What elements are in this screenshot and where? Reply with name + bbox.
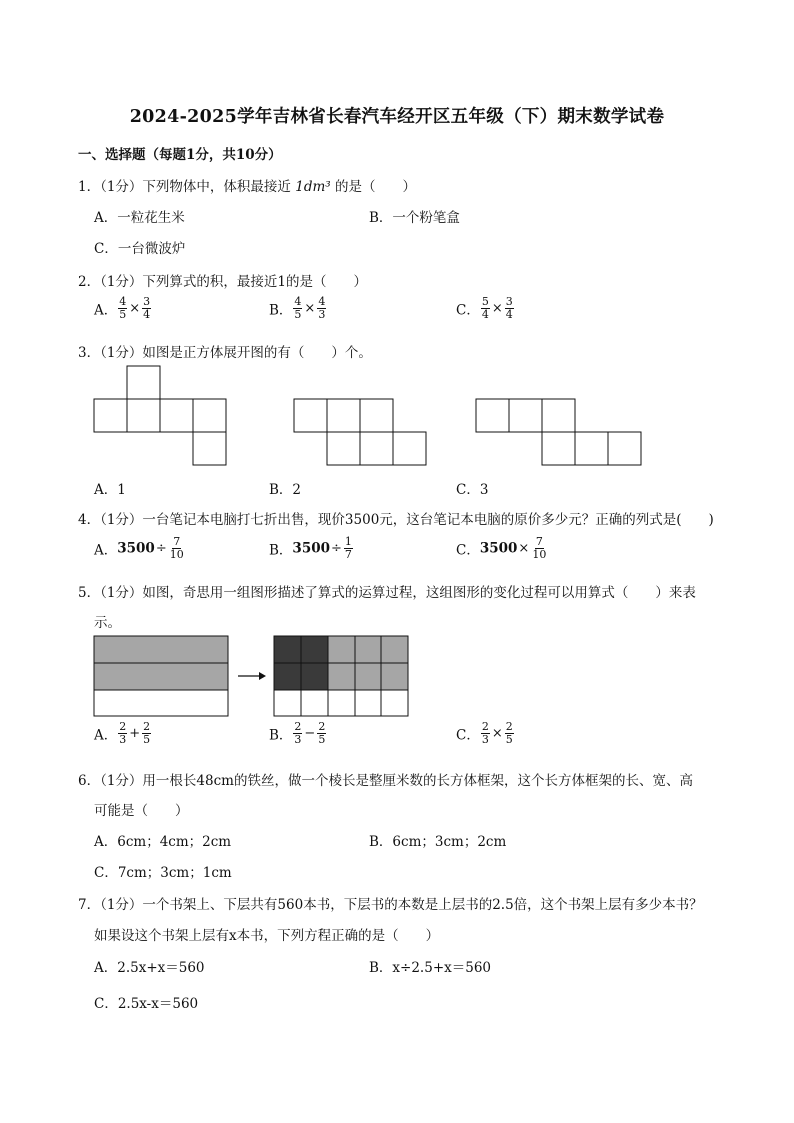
fraction: $\frac{7}{10}$ (169, 535, 184, 561)
q1-unit: 1dm³ (295, 179, 331, 195)
q4-b-label: B． (269, 542, 293, 559)
q3-option-a[interactable]: A．1 (94, 482, 126, 498)
q1-option-b[interactable]: B．一个粉笔盒 (369, 210, 460, 226)
q4-a-label: A． (94, 542, 118, 559)
section-heading: 一、选择题（每题1分，共10分） (78, 147, 282, 163)
question-7-stem-line2: 如果设这个书架上层有x本书，下列方程正确的是（ ） (94, 928, 440, 944)
question-4-stem: 4．（1分）一台笔记本电脑打七折出售，现价3500元，这台笔记本电脑的原价多少元？正确的列式是( ) (78, 512, 714, 528)
q6-option-b[interactable]: B．6cm；3cm；2cm (369, 834, 507, 850)
question-7-stem-line1: 7．（1分）一个书架上、下层共有560本书，下层书的本数是上层书的2.5倍，这个书架上层有多少本书？ (78, 897, 703, 913)
q2-option-c[interactable]: C． $\frac{5}{4}$ × $\frac{3}{4}$ (456, 295, 513, 321)
fraction: $\frac{4}{5}$ (294, 295, 302, 321)
fraction: $\frac{1}{7}$ (344, 535, 352, 561)
q5-option-b[interactable]: B． $\frac{2}{3}$ − $\frac{2}{5}$ (269, 720, 326, 746)
fraction: $\frac{3}{4}$ (505, 295, 513, 321)
question-5-stem-line2: 示。 (94, 615, 121, 631)
fraction: $\frac{2}{5}$ (143, 720, 151, 746)
fraction: $\frac{2}{5}$ (505, 720, 513, 746)
fraction: $\frac{4}{5}$ (119, 295, 127, 321)
q5-c-label: C． (456, 727, 480, 744)
q4-option-c[interactable]: C．3500× $\frac{7}{10}$ (456, 535, 547, 561)
q2-option-b[interactable]: B． $\frac{4}{5}$ × $\frac{4}{3}$ (269, 295, 326, 321)
q1-option-c[interactable]: C．一台微波炉 (94, 241, 186, 257)
fraction: $\frac{2}{3}$ (119, 720, 127, 746)
q4-c-label: C． (456, 542, 480, 559)
fraction: $\frac{2}{5}$ (318, 720, 326, 746)
fraction: $\frac{5}{4}$ (481, 295, 489, 321)
q1-stem-before: 1．（1分）下列物体中，体积最接近 (78, 179, 291, 195)
fraction: $\frac{2}{3}$ (294, 720, 302, 746)
q7-option-a[interactable]: A．2.5x+x＝560 (94, 960, 205, 976)
question-6-stem-line1: 6．（1分）用一根长48cm的铁丝，做一个棱长是整厘米数的长方体框架，这个长方体框架的长、宽、高 (78, 773, 693, 789)
q4-option-a[interactable]: A．3500÷ $\frac{7}{10}$ (94, 535, 184, 561)
q1-stem-after: 的是（ ） (334, 179, 416, 195)
q2-c-label: C． (456, 302, 480, 319)
q2-option-a[interactable]: A． $\frac{4}{5}$ × $\frac{3}{4}$ (94, 295, 151, 321)
q3-option-b[interactable]: B．2 (269, 482, 302, 498)
fraction: $\frac{3}{4}$ (143, 295, 151, 321)
q5-option-a[interactable]: A． $\frac{2}{3}$ + $\frac{2}{5}$ (94, 720, 151, 746)
question-3-stem: 3．（1分）如图是正方体展开图的有（ ）个。 (78, 345, 372, 361)
q3-option-c[interactable]: C．3 (456, 482, 489, 498)
fraction: $\frac{4}{3}$ (318, 295, 326, 321)
q1-option-a[interactable]: A．一粒花生米 (94, 210, 185, 226)
q2-b-label: B． (269, 302, 293, 319)
q4-option-b[interactable]: B．3500÷ $\frac{1}{7}$ (269, 535, 352, 561)
q5-a-label: A． (94, 727, 118, 744)
question-2-stem: 2．（1分）下列算式的积，最接近1的是（ ） (78, 274, 368, 290)
q5-option-c[interactable]: C． $\frac{2}{3}$ × $\frac{2}{5}$ (456, 720, 513, 746)
q7-option-b[interactable]: B．x÷2.5+x＝560 (369, 960, 492, 976)
fraction: $\frac{2}{3}$ (481, 720, 489, 746)
q2-a-label: A． (94, 302, 118, 319)
q6-option-c[interactable]: C．7cm；3cm；1cm (94, 865, 232, 881)
question-5-stem-line1: 5．（1分）如图，奇思用一组图形描述了算式的运算过程，这组图形的变化过程可以用算式（ ）来表 (78, 585, 696, 601)
q7-option-c[interactable]: C．2.5x-x＝560 (94, 996, 199, 1012)
q6-option-a[interactable]: A．6cm；4cm；2cm (94, 834, 232, 850)
page-title: 2024-2025学年吉林省长春汽车经开区五年级（下）期末数学试卷 (129, 107, 665, 127)
fraction: $\frac{7}{10}$ (532, 535, 547, 561)
question-6-stem-line2: 可能是（ ） (94, 803, 189, 819)
q5-b-label: B． (269, 727, 293, 744)
